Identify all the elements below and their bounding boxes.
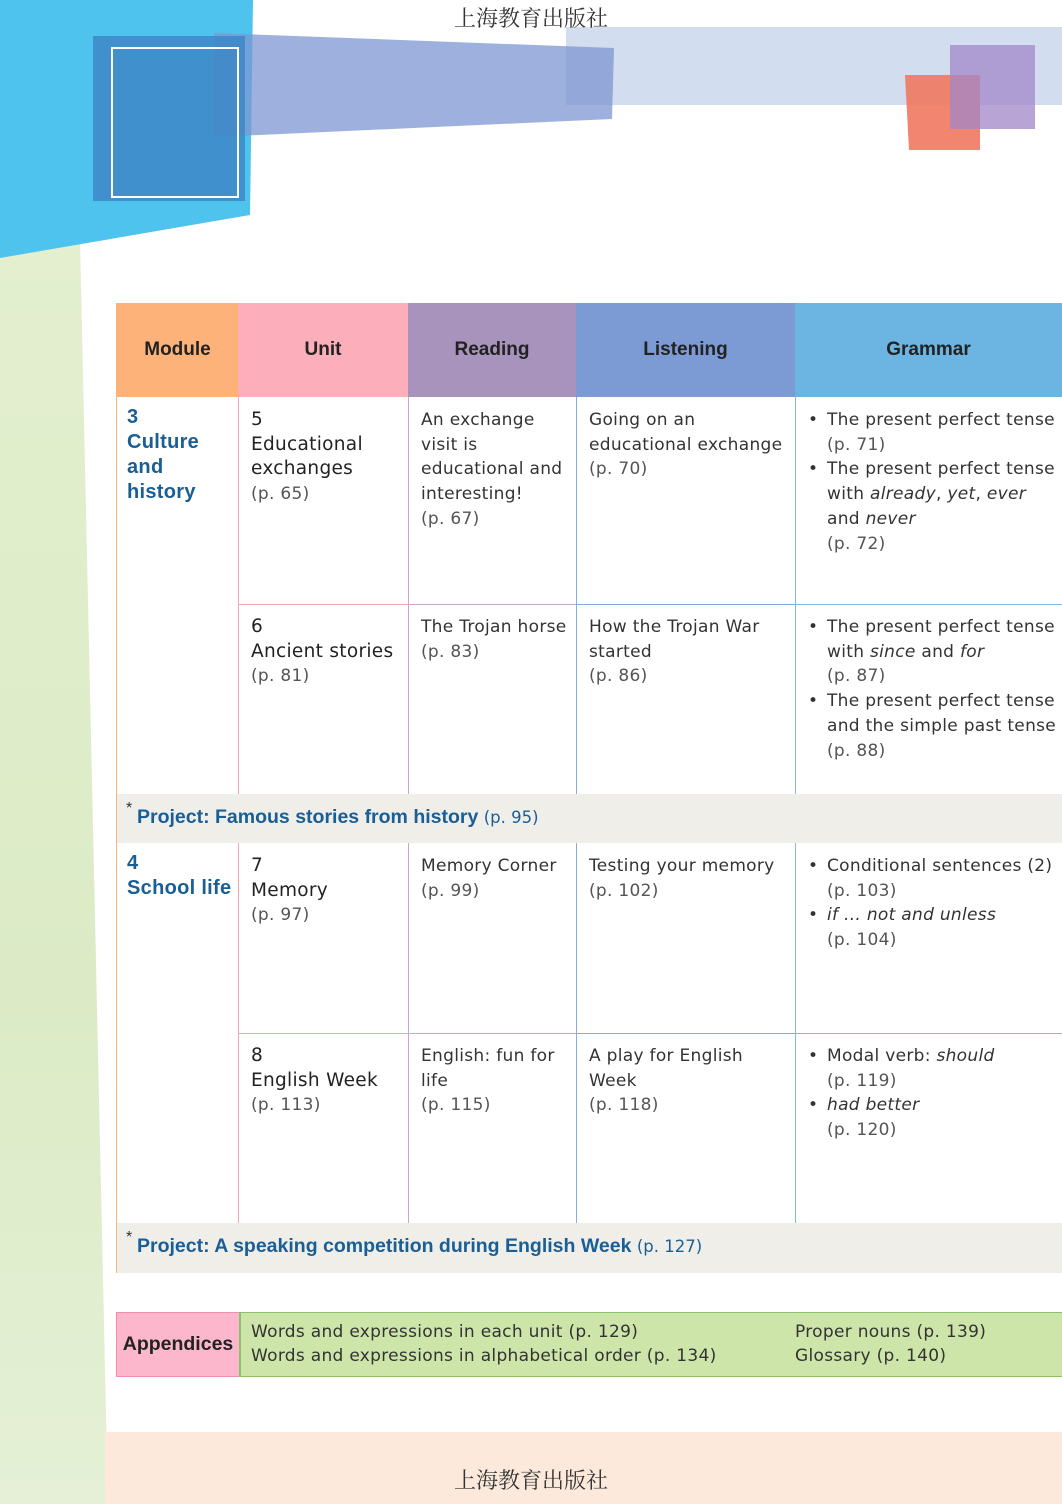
grammar-item [808,1093,1060,1142]
module-title-line: history [127,481,196,503]
project-title-wrap [137,1235,702,1258]
grammar-line: and the simple past tense [827,715,1057,736]
appendix-item: Words and expressions in each unit (p. 129) [251,1322,639,1342]
listening-line: educational exchange [589,434,783,455]
unit-title-line: English Week [251,1069,378,1091]
listening-line: started [589,641,652,662]
module-title-line: Culture [127,431,200,453]
appendices-left [251,1320,791,1368]
reading-page: (p. 115) [421,1095,491,1116]
project-star: * [126,1229,133,1246]
row-divider [238,604,1062,605]
unit-6-listening [589,615,793,689]
grammar-item [808,689,1060,763]
project-title-wrap [137,806,539,829]
grammar-page: (p. 71) [827,434,886,455]
reading-line: visit is [421,434,478,455]
appendix-item: Words and expressions in alphabetical order (p. 134) [251,1346,717,1366]
appendices-label: Appendices [122,1333,234,1355]
grammar-line: • Modal verb: should [827,1046,995,1066]
appendix-item: Glossary (p. 140) [795,1346,947,1366]
unit-6-cell [251,615,405,689]
unit-8-grammar [808,1044,1060,1143]
reading-line: Memory Corner [421,856,557,876]
grammar-item [808,408,1060,457]
left-green-strip [0,240,108,1504]
divider [238,397,239,794]
module-3-label [127,405,235,505]
unit-5-reading [421,408,573,532]
project-page: (p. 95) [483,808,539,827]
unit-page: (p. 97) [251,905,310,926]
grammar-page: (p. 104) [827,930,897,951]
unit-8-listening [589,1044,793,1118]
grammar-line: • The present perfect tense [827,459,1055,480]
appendices-content-box [239,1312,1062,1377]
unit-number: 6 [251,616,264,637]
reading-line: The Trojan horse [421,617,567,637]
header-listening: Listening [576,303,795,397]
unit-6-reading [421,615,573,664]
grammar-page: (p. 72) [827,533,886,554]
module-title-line: and [127,456,164,478]
top-blue-band [214,33,614,137]
unit-8-reading [421,1044,573,1118]
grammar-page: (p. 88) [827,740,886,761]
module-title-line: School life [127,877,232,899]
row-divider [238,1033,1062,1034]
reading-page: (p. 67) [421,508,480,529]
grammar-page: (p. 103) [827,880,897,901]
grammar-item [808,854,1060,903]
reading-line: educational and [421,459,563,480]
grammar-line: with since and for [827,641,985,662]
unit-title-line: Educational [251,433,363,455]
grammar-line: • if ... not and unless [827,905,997,926]
unit-title-line: Memory [251,879,329,901]
grammar-item [808,1044,1060,1093]
listening-page: (p. 86) [589,666,648,687]
grammar-line: • The present perfect tense [827,410,1055,430]
grammar-line: with already, yet, ever [827,484,1027,505]
unit-number: 8 [251,1045,264,1066]
divider [408,397,409,794]
grammar-page: (p. 87) [827,666,886,687]
grammar-line: • had better [827,1095,920,1116]
unit-number: 5 [251,409,264,430]
module-4-label [127,851,237,901]
project-page: (p. 127) [636,1237,703,1256]
unit-5-cell [251,408,405,507]
listening-line: How the Trojan War [589,617,760,637]
reading-page: (p. 83) [421,641,480,662]
appendix-item: Proper nouns (p. 139) [795,1322,987,1342]
reading-page: (p. 99) [421,880,480,901]
module-number: 3 [127,406,139,428]
header-unit: Unit [238,303,408,397]
reading-line: English: fun for [421,1046,555,1066]
module-number: 4 [127,852,139,874]
appendices-row [116,1312,1062,1377]
project-title: Project: Famous stories from history [137,806,479,828]
watermark-bottom: 上海教育出版社 [453,1469,608,1494]
grammar-page: (p. 120) [827,1120,897,1141]
listening-page: (p. 70) [589,459,648,480]
grammar-item [808,457,1060,556]
unit-page: (p. 81) [251,666,310,687]
divider [795,397,796,794]
grammar-item [808,903,1060,952]
top-square-outline [111,47,239,198]
unit-8-cell [251,1044,405,1118]
grammar-page: (p. 119) [827,1070,897,1091]
listening-page: (p. 118) [589,1095,659,1116]
reading-line: interesting! [421,484,523,505]
grammar-item [808,615,1060,689]
project-row [117,1223,1062,1273]
header-module: Module [117,303,238,397]
grammar-line: and never [827,508,916,529]
unit-5-grammar [808,408,1060,556]
top-right-purple-square [950,45,1035,129]
grammar-line: • Conditional sentences (2) [827,856,1053,876]
project-star: * [126,800,133,817]
listening-page: (p. 102) [589,880,659,901]
project-title: Project: A speaking competition during English Week [137,1235,632,1257]
header-reading: Reading [408,303,576,397]
listening-line: Week [589,1070,637,1091]
appendices-right [795,1320,1055,1368]
divider [116,303,117,1273]
listening-line: A play for English [589,1046,743,1066]
unit-7-listening [589,854,793,903]
grammar-line: • The present perfect tense [827,691,1055,712]
unit-6-grammar [808,615,1060,763]
unit-page: (p. 113) [251,1095,321,1116]
unit-7-reading [421,854,573,903]
listening-line: Testing your memory [589,856,775,876]
watermark-top: 上海教育出版社 [453,7,608,32]
unit-5-listening [589,408,793,482]
unit-title-line: exchanges [251,458,354,480]
reading-line: An exchange [421,410,535,430]
unit-title-line: Ancient stories [251,640,394,662]
reading-line: life [421,1070,449,1091]
unit-7-grammar [808,854,1060,953]
grammar-line: • The present perfect tense [827,617,1055,637]
unit-number: 7 [251,855,264,876]
unit-page: (p. 65) [251,484,310,505]
divider [576,397,577,794]
unit-7-cell [251,854,405,928]
project-row [117,794,1062,843]
listening-line: Going on an [589,410,696,430]
appendices-label-box [116,1312,240,1377]
header-grammar: Grammar [795,303,1062,397]
